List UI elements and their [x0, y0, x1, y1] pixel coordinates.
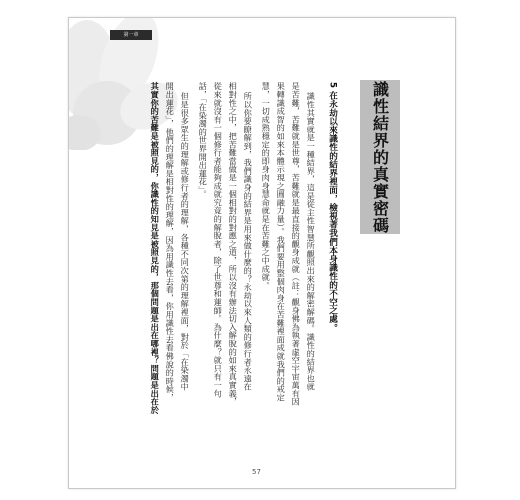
text-column: 是苦難，苦難就是世尊，苦難就是最直接的觀身成就（註：觀身佛為執著虛空宇宙萬有因: [291, 82, 302, 406]
page-title: 識性結界的真實密碼: [370, 80, 390, 234]
section-heading: [328, 82, 337, 332]
text-column: 但是很多眾生的理解或修行者的理解，各種不同次第的理解裡面，對於「在染濁中: [180, 92, 191, 391]
text-column: 相對性之中，把苦難當做是一個相對的對應之道，所以沒有辦法切入解脫的如來真實義，: [228, 82, 239, 406]
section-heading-text: 在永劫以來識性的結界裡面，檢視著我們本身識性的不空之處。: [327, 90, 338, 332]
text-column: 開出蓮花」，他們的理解是相對性的理解，因為用識性去看，你用識性去看佛說的時候，: [165, 82, 176, 402]
text-column: 果轉識成智的如來本體示現之圓融力量）。我們要用整個肉身在苦難裡面成就我們的戒定: [276, 82, 287, 402]
page-number: 57: [252, 468, 261, 476]
text-column: 從來就沒有一個修行者能夠成就究竟的解脫者，除了世尊和蓮師。為什麼？就只有一句: [213, 82, 224, 398]
text-column: 識性其實就是一種結界，這是從主性智慧所觀照出來的解密解碼。識性的結界也就: [306, 92, 317, 391]
text-column: 其實你的苦難是被照見的，你識性的知見是被照見的，那個問題是出在哪裡？問題是出在於: [150, 82, 161, 414]
text-column: 所以你要瞭解到，我們識身的結界是用來做什麼的？永劫以來人類的修行者永遠在: [243, 92, 254, 391]
section-number: 5: [327, 82, 338, 88]
chapter-tab: [110, 30, 152, 40]
text-column: 慧，一切成熟穩定的即身肉身慧命就是在苦難之中成就。: [261, 82, 272, 290]
chapter-label: 第一章: [123, 32, 139, 38]
text-column: 話，「在染濁的世界開出蓮花」。: [198, 82, 209, 199]
